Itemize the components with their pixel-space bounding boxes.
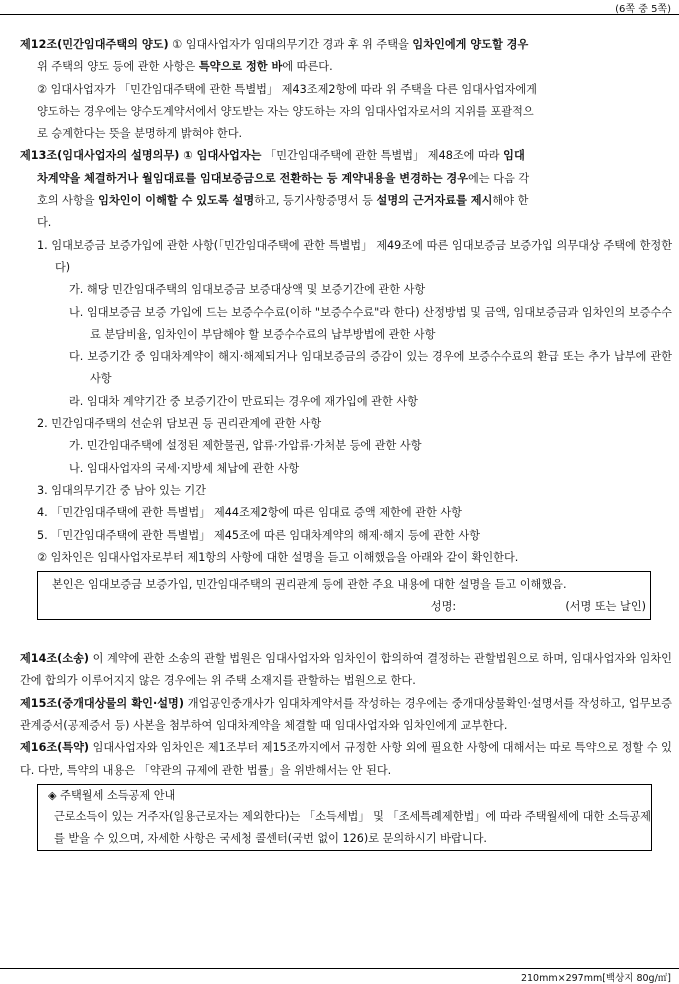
- item-5: 5. 「민간임대주택에 관한 특별법」 제45조에 따른 임대차계약의 해제·해지 등에 관한 사항: [37, 528, 481, 542]
- item-1-a: 가. 해당 민간임대주택의 임대보증금 보증대상액 및 보증기간에 관한 사항: [69, 283, 426, 297]
- article-14-title: 제14조(소송): [20, 652, 90, 666]
- article-12-title: 제12조(민간임대주택의 양도): [20, 38, 169, 51]
- article-15: 제15조(중개대상물의 확인·설명) 개업공인중개사가 임대차계약서를 작성하는 경우에는 중개대상물확인·설명서를 작성하고, 업무보증 관계증서(공제증서 등) 사본을 첨부하여 임대차계약을 체결할 때 임대사업자와 임차인에게 교부한다.: [20, 696, 672, 733]
- item-1-d: 라. 임대차 계약기간 중 보증기간이 만료되는 경우에 재가입에 관한 사항: [69, 394, 418, 408]
- item-1: 1. 임대보증금 보증가입에 관한 사항(「민간임대주택에 관한 특별법」 제49조에 따른 임대보증금 보증가입 의무대상 주택에 한정한다): [37, 238, 672, 274]
- confirmation-box: [37, 571, 651, 620]
- top-rule: [0, 14, 679, 15]
- signature-label: 성명:: [430, 599, 457, 613]
- paper-spec: 210mm×297mm[백상지 80g/㎡]: [520, 973, 671, 984]
- item-3: 3. 임대의무기간 중 남아 있는 기간: [37, 483, 206, 497]
- article-13-title: 제13조(임대사업자의 설명의무) ① 임대사업자는: [20, 149, 262, 163]
- tax-notice-text: 근로소득이 있는 거주자(일용근로자는 제외한다)는 「소득세법」 및 「조세특례제한법」에 따라 주택월세에 대한 소득공제를 받을 수 있으며, 자세한 사항은 국세청 콜센터(국번 없이 126)로 문의하시기 바랍니다.: [54, 810, 651, 845]
- item-2-a: 가. 민간임대주택에 설정된 제한물권, 압류·가압류·가처분 등에 관한 사항: [69, 439, 422, 453]
- page-number: (6쪽 중 5쪽): [615, 4, 671, 15]
- item-2-b: 나. 임대사업자의 국세·지방세 체납에 관한 사항: [69, 461, 300, 475]
- article-12: 제12조(민간임대주택의 양도) ① 임대사업자가 임대의무기간 경과 후 위 주택을 임차인에게 양도할 경우 위 주택의 양도 등에 관한 사항은 특약으로 정한 바에 따른다. ② 임대사업자가 「민간임대주택에 관한 특별법」 제43조제2항에 따라 위 주택을 다른 임대사업자에게 양도하는 경우에는 양수도계약서에서 양도받는 자는 양도하는 자의 임대사업자로서의 지위를 포괄적으 로 승계한다는 뜻을 분명하게 밝혀야 한다.: [20, 34, 672, 145]
- tax-notice-title: ◈ 주택월세 소득공제 안내: [48, 788, 176, 802]
- signature-line: [52, 596, 650, 618]
- article-15-title: 제15조(중개대상물의 확인·설명): [20, 696, 184, 710]
- document-body: [20, 34, 672, 851]
- signature-hint: (서명 또는 날인): [565, 599, 646, 613]
- item-2: 2. 민간임대주택의 선순위 담보권 등 권리관계에 관한 사항: [37, 417, 322, 431]
- item-1-c: 다. 보증기간 중 임대차계약이 해지·해제되거나 임대보증금의 증감이 있는 경우에 보증수수료의 환급 또는 추가 납부에 관한 사항: [69, 350, 672, 386]
- article-14: 제14조(소송) 이 계약에 관한 소송의 관할 법원은 임대사업자와 임차인이 합의하여 결정하는 관할법원으로 하며, 임대사업자와 임차인 간에 합의가 이루어지지 않은 경우에는 위 주택 소재지를 관할하는 법원으로 한다.: [20, 652, 672, 688]
- article-12-para2: ② 임대사업자가 「민간임대주택에 관한 특별법」 제43조제2항에 따라 위 주택을 다른 임대사업자에게: [37, 82, 537, 96]
- article-13: 제13조(임대사업자의 설명의무) ① 임대사업자는 「민간임대주택에 관한 특별법」 제48조에 따라 임대 차계약을 체결하거나 월임대료를 임대보증금으로 전환하는 등 계약내용을 변경하는 경우에는 다음 각 호의 사항을 임차인이 이해할 수 있도록 설명하고, 등기사항증명서 등 설명의 근거자료를 제시해야 한 다. 1. 임대보증금 보증가입에 관한 사항(「민간임대주택에 관한 특별법」 제49조에 따른 임대보증금 보증가입 의무대상 주택에 한정한다) 가. 해당 민간임대주택의 임대보증금 보증대상액 및 보증기간에 관한 사항 나. 임대보증금 보증 가입에 드는 보증수수료(이하 "보증수수료"라 한다) 산정방법 및 금액, 임대보증금과 임차인의 보증수수료 분담비율, 임차인이 부담해야 할 보증수수료의 납부방법에 관한 사항 다. 보증기간 중 임대차계약이 해지·해제되거나 임대보증금의 증감이 있는 경우에 보증수수료의 환급 또는 추가 납부에 관한 사항 라. 임대차 계약기간 중 보증기간이 만료되는 경우에 재가입에 관한 사항 2. 민간임대주택의 선순위 담보권 등 권리관계에 관한 사항 가. 민간임대주택에 설정된 제한물권, 압류·가압류·가처분 등에 관한 사항 나. 임대사업자의 국세·지방세 체납에 관한 사항 3. 임대의무기간 중 남아 있는 기간 4. 「민간임대주택에 관한 특별법」 제44조제2항에 따른 임대료 증액 제한에 관한 사항 5. 「민간임대주택에 관한 특별법」 제45조에 따른 임대차계약의 해제·해지 등에 관한 사항 ② 임차인은 임대사업자로부터 제1항의 사항에 대한 설명을 듣고 이해했음을 아래와 같이 확인한다. 본인은 임대보증금 보증가입, 민간임대주택의 권리관계 등에 관한 주요 내용에 대한 설명을 듣고 이해했음. 성명: (서명 또는 날인): [20, 145, 672, 620]
- confirmation-text: 본인은 임대보증금 보증가입, 민간임대주택의 권리관계 등에 관한 주요 내용에 대한 설명을 듣고 이해했음.: [52, 578, 567, 592]
- article-16: 제16조(특약) 임대사업자와 임차인은 제1조부터 제15조까지에서 규정한 사항 외에 필요한 사항에 대해서는 따로 특약으로 정할 수 있다. 다만, 특약의 내용은 「약관의 규제에 관한 법률」을 위반해서는 안 된다.: [20, 741, 672, 777]
- tax-notice-box: [37, 784, 652, 852]
- bottom-rule: [0, 968, 679, 969]
- item-1-b: 나. 임대보증금 보증 가입에 드는 보증수수료(이하 "보증수수료"라 한다) 산정방법 및 금액, 임대보증금과 임차인의 보증수수료 분담비율, 임차인이 부담해야 할 보증수수료의 납부방법에 관한 사항: [69, 305, 672, 341]
- article-16-title: 제16조(특약): [20, 741, 90, 755]
- item-4: 4. 「민간임대주택에 관한 특별법」 제44조제2항에 따른 임대료 증액 제한에 관한 사항: [37, 506, 462, 520]
- article-13-para2: ② 임차인은 임대사업자로부터 제1항의 사항에 대한 설명을 듣고 이해했음을 아래와 같이 확인한다.: [37, 550, 519, 564]
